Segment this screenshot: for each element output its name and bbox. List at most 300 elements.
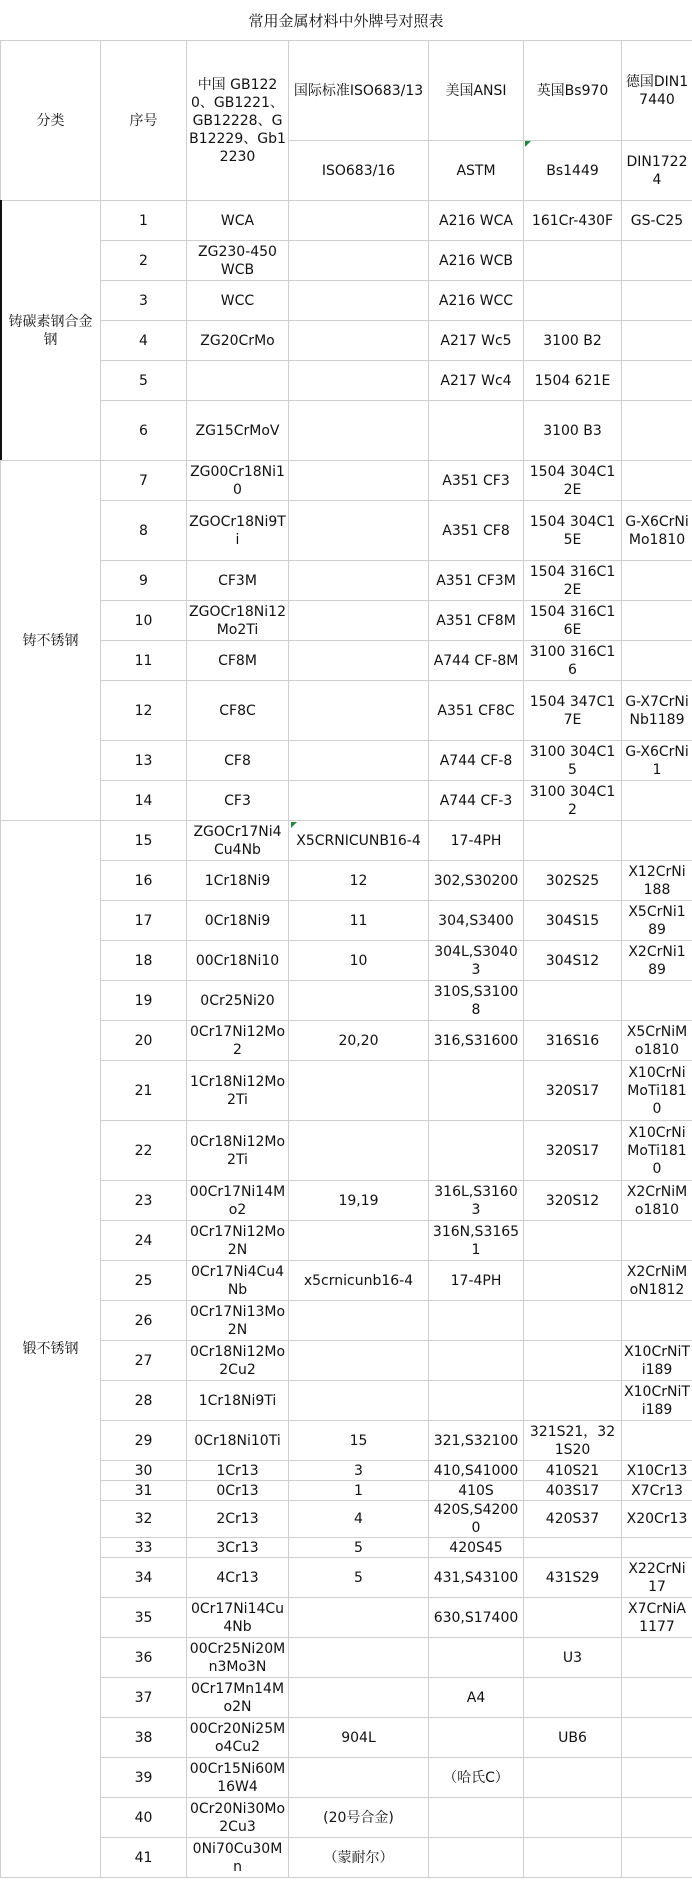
us-grade: 431,S43100 bbox=[429, 1558, 524, 1598]
intl-grade bbox=[289, 981, 429, 1021]
table-row bbox=[1, 1638, 692, 1678]
row-number: 1 bbox=[101, 201, 187, 241]
de-grade: X12CrNi188 bbox=[622, 861, 692, 901]
row-number: 4 bbox=[101, 321, 187, 361]
us-grade: A4 bbox=[429, 1678, 524, 1718]
uk-grade: 1504 304C12E bbox=[524, 461, 622, 501]
de-grade bbox=[622, 241, 692, 281]
intl-grade: 11 bbox=[289, 901, 429, 941]
de-grade: X2CrNiMo1810 bbox=[622, 1181, 692, 1221]
china-grade: 00Cr25Ni20Mn3Mo3N bbox=[187, 1638, 289, 1678]
table-row bbox=[1, 941, 692, 981]
row-number: 28 bbox=[101, 1381, 187, 1421]
china-grade: 0Cr25Ni20 bbox=[187, 981, 289, 1021]
header-uk: 英国Bs970 bbox=[524, 41, 622, 141]
intl-grade bbox=[289, 1121, 429, 1181]
table-row bbox=[1, 641, 692, 681]
table-row bbox=[1, 981, 692, 1021]
intl-grade bbox=[289, 1678, 429, 1718]
uk-grade bbox=[524, 1381, 622, 1421]
uk-grade: 403S17 bbox=[524, 1481, 622, 1501]
china-grade: 00Cr20Ni25Mo4Cu2 bbox=[187, 1718, 289, 1758]
row-number: 6 bbox=[101, 401, 187, 461]
uk-grade bbox=[524, 1758, 622, 1798]
table-row bbox=[1, 1061, 692, 1121]
table-row bbox=[1, 461, 692, 501]
us-grade: 17-4PH bbox=[429, 821, 524, 861]
uk-grade: 1504 316C12E bbox=[524, 561, 622, 601]
uk-grade bbox=[524, 1678, 622, 1718]
china-grade: 4Cr13 bbox=[187, 1558, 289, 1598]
china-grade: 0Ni70Cu30Mn bbox=[187, 1838, 289, 1878]
table-row bbox=[1, 1538, 692, 1558]
row-number: 32 bbox=[101, 1501, 187, 1538]
header-de: 德国DIN17440 bbox=[622, 41, 692, 141]
uk-grade bbox=[524, 241, 622, 281]
us-grade: 420S,S42000 bbox=[429, 1501, 524, 1538]
us-grade: 316N,S31651 bbox=[429, 1221, 524, 1261]
intl-grade bbox=[289, 601, 429, 641]
row-number: 22 bbox=[101, 1121, 187, 1181]
table-row bbox=[1, 1798, 692, 1838]
intl-grade bbox=[289, 281, 429, 321]
row-number: 14 bbox=[101, 781, 187, 821]
de-grade: X2CrNi189 bbox=[622, 941, 692, 981]
table-row bbox=[1, 1301, 692, 1341]
uk-grade: 3100 316C16 bbox=[524, 641, 622, 681]
uk-grade bbox=[524, 1538, 622, 1558]
row-number: 40 bbox=[101, 1798, 187, 1838]
de-grade: G-X6CrNi1 bbox=[622, 741, 692, 781]
uk-grade bbox=[524, 281, 622, 321]
de-grade bbox=[622, 281, 692, 321]
de-grade bbox=[622, 1758, 692, 1798]
de-grade bbox=[622, 1221, 692, 1261]
uk-grade: U3 bbox=[524, 1638, 622, 1678]
intl-grade bbox=[289, 641, 429, 681]
row-number: 3 bbox=[101, 281, 187, 321]
row-number: 16 bbox=[101, 861, 187, 901]
uk-grade: 420S37 bbox=[524, 1501, 622, 1538]
uk-grade: 3100 304C12 bbox=[524, 781, 622, 821]
uk-grade: 3100 B2 bbox=[524, 321, 622, 361]
china-grade: 0Cr20Ni30Mo2Cu3 bbox=[187, 1798, 289, 1838]
china-grade: 00Cr17Ni14Mo2 bbox=[187, 1181, 289, 1221]
us-grade: 17-4PH bbox=[429, 1261, 524, 1301]
china-grade: WCA bbox=[187, 201, 289, 241]
china-grade: 0Cr18Ni9 bbox=[187, 901, 289, 941]
intl-grade bbox=[289, 1758, 429, 1798]
row-number: 10 bbox=[101, 601, 187, 641]
us-grade: 316,S31600 bbox=[429, 1021, 524, 1061]
intl-grade: 904L bbox=[289, 1718, 429, 1758]
intl-grade: 5 bbox=[289, 1538, 429, 1558]
table-row bbox=[1, 361, 692, 401]
table-row bbox=[1, 901, 692, 941]
row-number: 15 bbox=[101, 821, 187, 861]
de-grade: X10CrNiMoTi1810 bbox=[622, 1121, 692, 1181]
intl-grade bbox=[289, 461, 429, 501]
de-grade bbox=[622, 1798, 692, 1838]
us-grade bbox=[429, 1341, 524, 1381]
de-grade: X10CrNiTi189 bbox=[622, 1381, 692, 1421]
row-number: 21 bbox=[101, 1061, 187, 1121]
china-grade: 00Cr15Ni60M16W4 bbox=[187, 1758, 289, 1798]
row-number: 9 bbox=[101, 561, 187, 601]
table-row bbox=[1, 201, 692, 241]
de-grade: X7CrNiA1177 bbox=[622, 1598, 692, 1638]
row-number: 33 bbox=[101, 1538, 187, 1558]
category-cell: 铸碳素钢合金钢 bbox=[1, 201, 101, 461]
uk-grade bbox=[524, 1221, 622, 1261]
us-grade: A351 CF3 bbox=[429, 461, 524, 501]
us-grade bbox=[429, 1798, 524, 1838]
header-row-1 bbox=[1, 41, 692, 141]
de-grade bbox=[622, 981, 692, 1021]
uk-grade bbox=[524, 1598, 622, 1638]
table-row bbox=[1, 1461, 692, 1481]
de-grade bbox=[622, 561, 692, 601]
row-number: 2 bbox=[101, 241, 187, 281]
intl-grade: 12 bbox=[289, 861, 429, 901]
intl-grade bbox=[289, 1598, 429, 1638]
de-grade: X7Cr13 bbox=[622, 1481, 692, 1501]
row-number: 19 bbox=[101, 981, 187, 1021]
de-grade: GS-C25 bbox=[622, 201, 692, 241]
uk-grade bbox=[524, 981, 622, 1021]
uk-grade: 316S16 bbox=[524, 1021, 622, 1061]
header-uk-2: Bs1449 bbox=[524, 141, 622, 201]
intl-grade bbox=[289, 501, 429, 561]
intl-grade: 15 bbox=[289, 1421, 429, 1461]
table-row bbox=[1, 601, 692, 641]
header-de-2: DIN17224 bbox=[622, 141, 692, 201]
header-intl: 国际标准ISO683/13 bbox=[289, 41, 429, 141]
de-grade: X10CrNiMoTi1810 bbox=[622, 1061, 692, 1121]
header-category: 分类 bbox=[1, 41, 101, 201]
uk-grade: 320S17 bbox=[524, 1121, 622, 1181]
uk-grade: 321S21，321S20 bbox=[524, 1421, 622, 1461]
us-grade bbox=[429, 1718, 524, 1758]
row-number: 38 bbox=[101, 1718, 187, 1758]
intl-grade: 1 bbox=[289, 1481, 429, 1501]
china-grade: CF8C bbox=[187, 681, 289, 741]
intl-grade: 3 bbox=[289, 1461, 429, 1481]
de-grade bbox=[622, 1678, 692, 1718]
china-grade: 0Cr17Ni14Cu4Nb bbox=[187, 1598, 289, 1638]
us-grade: A217 Wc4 bbox=[429, 361, 524, 401]
intl-grade bbox=[289, 1341, 429, 1381]
china-grade: 0Cr18Ni12Mo2Ti bbox=[187, 1121, 289, 1181]
table-row bbox=[1, 861, 692, 901]
de-grade bbox=[622, 1538, 692, 1558]
uk-grade: 1504 304C15E bbox=[524, 501, 622, 561]
intl-grade bbox=[289, 361, 429, 401]
row-number: 30 bbox=[101, 1461, 187, 1481]
table-row bbox=[1, 401, 692, 461]
us-grade bbox=[429, 401, 524, 461]
table-row bbox=[1, 1838, 692, 1878]
us-grade bbox=[429, 1381, 524, 1421]
intl-grade bbox=[289, 781, 429, 821]
china-grade: 0Cr13 bbox=[187, 1481, 289, 1501]
china-grade: CF3 bbox=[187, 781, 289, 821]
table-row bbox=[1, 1598, 692, 1638]
header-no: 序号 bbox=[101, 41, 187, 201]
intl-grade bbox=[289, 1301, 429, 1341]
us-grade: A351 CF8C bbox=[429, 681, 524, 741]
intl-grade: 10 bbox=[289, 941, 429, 981]
de-grade: X10Cr13 bbox=[622, 1461, 692, 1481]
us-grade: A744 CF-8 bbox=[429, 741, 524, 781]
us-grade: A351 CF8 bbox=[429, 501, 524, 561]
header-us-2: ASTM bbox=[429, 141, 524, 201]
de-grade bbox=[622, 1301, 692, 1341]
intl-grade bbox=[289, 1381, 429, 1421]
table-row bbox=[1, 681, 692, 741]
row-number: 23 bbox=[101, 1181, 187, 1221]
intl-grade: (20号合金) bbox=[289, 1798, 429, 1838]
china-grade: 0Cr18Ni12Mo2Cu2 bbox=[187, 1341, 289, 1381]
de-grade bbox=[622, 601, 692, 641]
table-row bbox=[1, 1261, 692, 1301]
table-row bbox=[1, 561, 692, 601]
de-grade: X2CrNiMoN1812 bbox=[622, 1261, 692, 1301]
uk-grade: 3100 304C15 bbox=[524, 741, 622, 781]
china-grade: ZGOCr18Ni9Ti bbox=[187, 501, 289, 561]
de-grade bbox=[622, 1718, 692, 1758]
header-china: 中国 GB1220、GB1221、GB12228、GB12229、Gb12230 bbox=[187, 41, 289, 201]
row-number: 20 bbox=[101, 1021, 187, 1061]
row-number: 26 bbox=[101, 1301, 187, 1341]
china-grade: 1Cr13 bbox=[187, 1461, 289, 1481]
china-grade: ZG00Cr18Ni10 bbox=[187, 461, 289, 501]
uk-grade: 1504 316C16E bbox=[524, 601, 622, 641]
header-intl-2: ISO683/16 bbox=[289, 141, 429, 201]
row-number: 18 bbox=[101, 941, 187, 981]
china-grade: 0Cr17Ni4Cu4Nb bbox=[187, 1261, 289, 1301]
china-grade: 3Cr13 bbox=[187, 1538, 289, 1558]
de-grade: G-X7CrNiNb1189 bbox=[622, 681, 692, 741]
row-number: 35 bbox=[101, 1598, 187, 1638]
china-grade: 0Cr18Ni10Ti bbox=[187, 1421, 289, 1461]
table-row bbox=[1, 281, 692, 321]
us-grade: 304L,S30403 bbox=[429, 941, 524, 981]
us-grade: 302,S30200 bbox=[429, 861, 524, 901]
row-number: 8 bbox=[101, 501, 187, 561]
uk-grade: 1504 621E bbox=[524, 361, 622, 401]
intl-grade bbox=[289, 401, 429, 461]
table-row bbox=[1, 1341, 692, 1381]
uk-grade: 320S17 bbox=[524, 1061, 622, 1121]
china-grade: WCC bbox=[187, 281, 289, 321]
category-cell: 锻不锈钢 bbox=[1, 821, 101, 1878]
us-grade: A216 WCB bbox=[429, 241, 524, 281]
intl-grade bbox=[289, 1638, 429, 1678]
china-grade: ZGOCr17Ni4Cu4Nb bbox=[187, 821, 289, 861]
category-cell: 铸不锈钢 bbox=[1, 461, 101, 821]
row-number: 39 bbox=[101, 1758, 187, 1798]
uk-grade: 410S21 bbox=[524, 1461, 622, 1481]
us-grade: 316L,S31603 bbox=[429, 1181, 524, 1221]
de-grade bbox=[622, 321, 692, 361]
intl-grade bbox=[289, 561, 429, 601]
table-row bbox=[1, 321, 692, 361]
uk-grade: 1504 347C17E bbox=[524, 681, 622, 741]
table-row bbox=[1, 1758, 692, 1798]
table-row bbox=[1, 1381, 692, 1421]
row-number: 41 bbox=[101, 1838, 187, 1878]
table-row bbox=[1, 1221, 692, 1261]
de-grade bbox=[622, 1421, 692, 1461]
us-grade: A351 CF8M bbox=[429, 601, 524, 641]
table-row bbox=[1, 1121, 692, 1181]
de-grade: G-X6CrNiMo1810 bbox=[622, 501, 692, 561]
row-number: 11 bbox=[101, 641, 187, 681]
intl-grade bbox=[289, 1061, 429, 1121]
uk-grade bbox=[524, 1838, 622, 1878]
table-row bbox=[1, 741, 692, 781]
us-grade bbox=[429, 1838, 524, 1878]
us-grade bbox=[429, 1638, 524, 1678]
table-row bbox=[1, 1481, 692, 1501]
uk-grade: 302S25 bbox=[524, 861, 622, 901]
china-grade bbox=[187, 361, 289, 401]
china-grade: ZG20CrMo bbox=[187, 321, 289, 361]
grade-comparison-table bbox=[0, 40, 692, 1878]
de-grade bbox=[622, 1638, 692, 1678]
uk-grade bbox=[524, 1301, 622, 1341]
uk-grade: 3100 B3 bbox=[524, 401, 622, 461]
intl-grade bbox=[289, 201, 429, 241]
table-row bbox=[1, 1501, 692, 1538]
china-grade: ZG230-450 WCB bbox=[187, 241, 289, 281]
us-grade: 304,S3400 bbox=[429, 901, 524, 941]
us-grade: 630,S17400 bbox=[429, 1598, 524, 1638]
us-grade: 310S,S31008 bbox=[429, 981, 524, 1021]
uk-grade bbox=[524, 1341, 622, 1381]
comment-marker bbox=[525, 141, 531, 147]
china-grade: 00Cr18Ni10 bbox=[187, 941, 289, 981]
intl-grade: 19,19 bbox=[289, 1181, 429, 1221]
row-number: 7 bbox=[101, 461, 187, 501]
row-number: 17 bbox=[101, 901, 187, 941]
uk-grade: 320S12 bbox=[524, 1181, 622, 1221]
us-grade: A216 WCA bbox=[429, 201, 524, 241]
de-grade: X5CrNi189 bbox=[622, 901, 692, 941]
us-grade: A744 CF-3 bbox=[429, 781, 524, 821]
row-number: 12 bbox=[101, 681, 187, 741]
china-grade: ZG15CrMoV bbox=[187, 401, 289, 461]
us-grade bbox=[429, 1061, 524, 1121]
intl-grade: 4 bbox=[289, 1501, 429, 1538]
de-grade: X5CrNiMo1810 bbox=[622, 1021, 692, 1061]
intl-grade: 5 bbox=[289, 1558, 429, 1598]
china-grade: 1Cr18Ni12Mo2Ti bbox=[187, 1061, 289, 1121]
china-grade: CF8M bbox=[187, 641, 289, 681]
row-number: 34 bbox=[101, 1558, 187, 1598]
table-row bbox=[1, 1558, 692, 1598]
table-row bbox=[1, 1021, 692, 1061]
table-row bbox=[1, 821, 692, 861]
china-grade: ZGOCr18Ni12Mo2Ti bbox=[187, 601, 289, 641]
us-grade: A217 Wc5 bbox=[429, 321, 524, 361]
us-grade: 410S bbox=[429, 1481, 524, 1501]
de-grade bbox=[622, 401, 692, 461]
china-grade: 1Cr18Ni9 bbox=[187, 861, 289, 901]
uk-grade bbox=[524, 821, 622, 861]
intl-grade bbox=[289, 321, 429, 361]
china-grade: 0Cr17Ni13Mo2N bbox=[187, 1301, 289, 1341]
us-grade: 420S45 bbox=[429, 1538, 524, 1558]
uk-grade: UB6 bbox=[524, 1718, 622, 1758]
table-row bbox=[1, 1421, 692, 1461]
row-number: 24 bbox=[101, 1221, 187, 1261]
us-grade: A744 CF-8M bbox=[429, 641, 524, 681]
uk-grade: 304S12 bbox=[524, 941, 622, 981]
table-row bbox=[1, 241, 692, 281]
china-grade: 0Cr17Mn14Mo2N bbox=[187, 1678, 289, 1718]
uk-grade bbox=[524, 1261, 622, 1301]
table-row bbox=[1, 781, 692, 821]
table-row bbox=[1, 1718, 692, 1758]
row-number: 31 bbox=[101, 1481, 187, 1501]
china-grade: 2Cr13 bbox=[187, 1501, 289, 1538]
row-number: 37 bbox=[101, 1678, 187, 1718]
us-grade: 410,S41000 bbox=[429, 1461, 524, 1481]
row-number: 13 bbox=[101, 741, 187, 781]
us-grade: 321,S32100 bbox=[429, 1421, 524, 1461]
us-grade: A351 CF3M bbox=[429, 561, 524, 601]
intl-grade: X5CRNICUNB16-4 bbox=[289, 821, 429, 861]
china-grade: CF3M bbox=[187, 561, 289, 601]
intl-grade bbox=[289, 241, 429, 281]
row-number: 27 bbox=[101, 1341, 187, 1381]
row-number: 29 bbox=[101, 1421, 187, 1461]
comment-marker bbox=[291, 822, 297, 828]
de-grade bbox=[622, 781, 692, 821]
us-grade: A216 WCC bbox=[429, 281, 524, 321]
intl-grade: 20,20 bbox=[289, 1021, 429, 1061]
row-number: 36 bbox=[101, 1638, 187, 1678]
uk-grade: 304S15 bbox=[524, 901, 622, 941]
de-grade bbox=[622, 461, 692, 501]
de-grade bbox=[622, 641, 692, 681]
de-grade bbox=[622, 361, 692, 401]
china-grade: CF8 bbox=[187, 741, 289, 781]
us-grade bbox=[429, 1301, 524, 1341]
row-number: 5 bbox=[101, 361, 187, 401]
intl-grade bbox=[289, 681, 429, 741]
table-title: 常用金属材料中外牌号对照表 bbox=[248, 11, 444, 30]
uk-grade: 431S29 bbox=[524, 1558, 622, 1598]
china-grade: 1Cr18Ni9Ti bbox=[187, 1381, 289, 1421]
table-row bbox=[1, 1181, 692, 1221]
de-grade bbox=[622, 821, 692, 861]
de-grade: X20Cr13 bbox=[622, 1501, 692, 1538]
de-grade: X22CrNi17 bbox=[622, 1558, 692, 1598]
table-row bbox=[1, 1678, 692, 1718]
china-grade: 0Cr17Ni12Mo2N bbox=[187, 1221, 289, 1261]
uk-grade: 161Cr-430F bbox=[524, 201, 622, 241]
table-row bbox=[1, 501, 692, 561]
row-number: 25 bbox=[101, 1261, 187, 1301]
china-grade: 0Cr17Ni12Mo2 bbox=[187, 1021, 289, 1061]
intl-grade bbox=[289, 1221, 429, 1261]
us-grade bbox=[429, 1121, 524, 1181]
us-grade: （哈氏C） bbox=[429, 1758, 524, 1798]
left-edge-marker bbox=[0, 200, 2, 460]
